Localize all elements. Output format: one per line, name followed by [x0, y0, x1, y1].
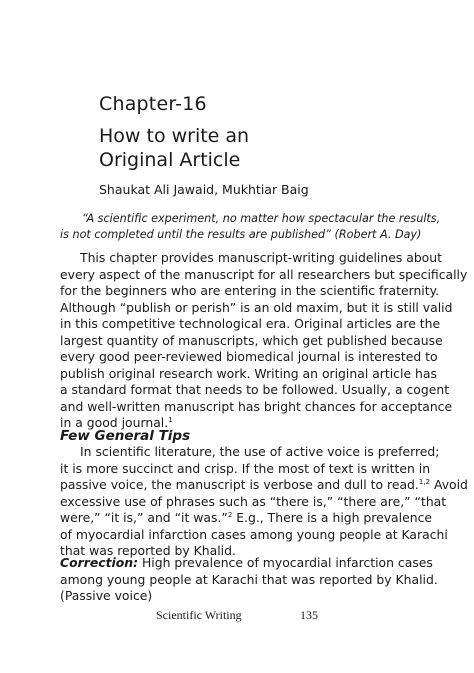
paragraph-line: a standard format that needs to be followed. Usually, a cogent — [60, 382, 450, 397]
paragraph-line: Although “publish or perish” is an old maxim, but it is still valid — [60, 299, 453, 315]
paragraph-line — [60, 510, 433, 527]
intro-paragraph — [60, 250, 468, 432]
chapter-title — [99, 124, 419, 172]
chapter-authors: Shaukat Ali Jawaid, Mukhtiar Baig — [99, 182, 309, 197]
section-heading: Few General Tips — [60, 428, 191, 444]
paragraph-text: Avoid — [430, 477, 468, 492]
paragraph-line: for the beginners who are entering in the scientific fraternity. — [60, 283, 440, 298]
paragraph-line: in this competitive technological era. Original articles are the — [60, 316, 441, 331]
chapter-title-line: Original Article — [99, 149, 241, 171]
paragraph-line: excessive use of phrases such as “there is,” “there are,” “that — [60, 493, 447, 509]
paragraph-line: and well-written manuscript has bright chances for acceptance — [60, 398, 453, 414]
page-number: 135 — [300, 608, 318, 622]
footer-book-title: Scientific Writing — [156, 608, 242, 622]
chapter-title-line: How to write an — [99, 125, 250, 147]
paragraph-line: that was reported by Khalid. — [60, 543, 236, 558]
paragraph-line: largest quantity of manuscripts, which get published because — [60, 332, 443, 348]
paragraph-text: were,” “it is,” and “it was.” — [60, 510, 228, 525]
footnote-reference: 2 — [227, 511, 233, 519]
epigraph-line: is not completed until the results are published” (Robert A. Day) — [60, 228, 422, 241]
paragraph-line: among young people at Karachi that was reported by Khalid. — [60, 571, 438, 587]
paragraph-line: This chapter provides manuscript-writing guidelines about — [80, 250, 442, 265]
paragraph-text: in a good journal. — [60, 415, 169, 430]
paragraph-line: of myocardial infarction cases among young people at Karachi — [60, 526, 448, 542]
paragraph-line: In scientific literature, the use of active voice is preferred; — [80, 444, 440, 459]
paragraph-text: passive voice, the manuscript is verbose and dull to read. — [60, 477, 419, 492]
footnote-reference: 1 — [168, 416, 173, 424]
correction-paragraph — [60, 555, 438, 605]
paragraph-text: E.g., There is a high prevalence — [232, 510, 433, 525]
paragraph-line: publish original research work. Writing an original article has — [60, 365, 437, 381]
paragraph-line: it is more succinct and crisp. If the most of text is written in — [60, 460, 431, 476]
tips-paragraph — [60, 444, 468, 560]
correction-label: Correction: — [60, 555, 139, 570]
chapter-label: Chapter-16 — [99, 93, 207, 115]
paragraph-line — [60, 477, 468, 494]
epigraph-line: “A scientific experiment, no matter how spectacular the results, — [82, 212, 441, 225]
paragraph-line: every aspect of the manuscript for all researchers but specifically — [60, 266, 468, 282]
footnote-reference: 1,2 — [418, 478, 430, 486]
paragraph-line — [60, 555, 433, 572]
paragraph-text: High prevalence of myocardial infarction cases — [138, 555, 433, 570]
paragraph-line: (Passive voice) — [60, 588, 153, 603]
epigraph-quote — [60, 211, 441, 243]
paragraph-line: every good peer-reviewed biomedical journal is interested to — [60, 349, 438, 364]
